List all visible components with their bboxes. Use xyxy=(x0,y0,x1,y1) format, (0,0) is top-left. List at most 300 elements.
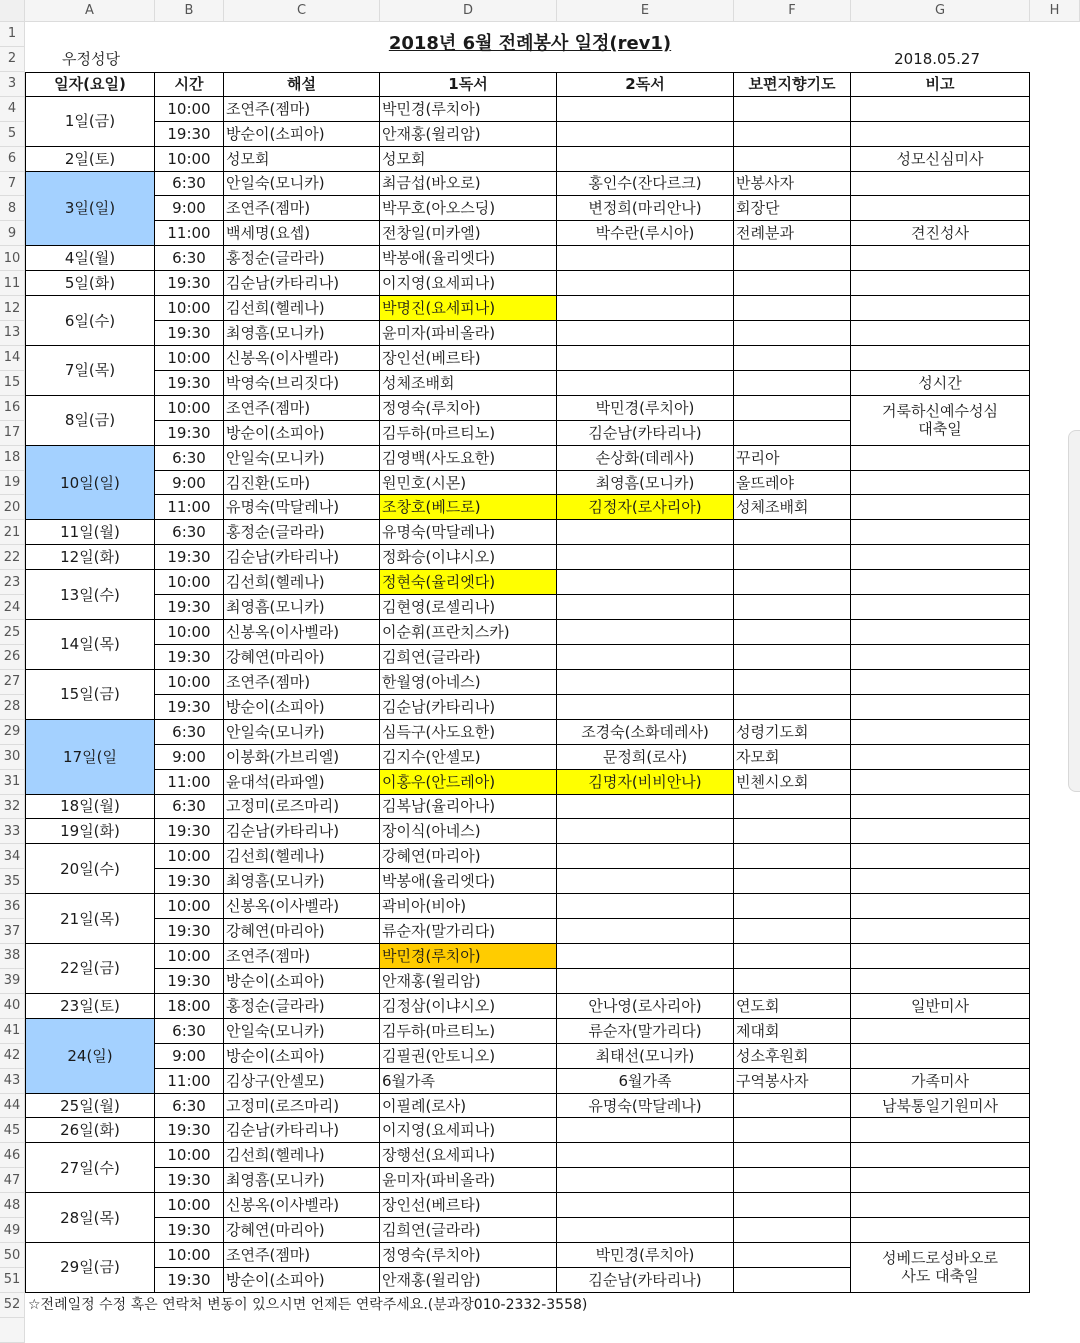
remark-cell xyxy=(851,122,1030,147)
commentator-cell: 안일숙(모니카) xyxy=(224,720,380,745)
date-cell: 10일(일) xyxy=(25,446,155,521)
row-header[interactable]: 37 xyxy=(0,919,25,944)
column-header-F[interactable]: F xyxy=(734,0,851,22)
commentator-cell: 박영숙(브리짓다) xyxy=(224,371,380,396)
commentator-cell: 김순남(카타리나) xyxy=(224,819,380,844)
row-header[interactable]: 41 xyxy=(0,1019,25,1044)
commentator-cell: 고정미(로즈마리) xyxy=(224,795,380,820)
row-header[interactable]: 40 xyxy=(0,994,25,1019)
reading2-cell xyxy=(557,321,734,346)
date-cell: 29일(금) xyxy=(25,1243,155,1293)
reading1-cell: 이순휘(프란치스카) xyxy=(380,620,557,645)
row-header[interactable]: 16 xyxy=(0,396,25,421)
commentator-cell: 홍정순(글라라) xyxy=(224,994,380,1019)
prayer-cell xyxy=(734,321,851,346)
prayer-cell xyxy=(734,421,851,446)
commentator-cell: 김상구(안셀모) xyxy=(224,1069,380,1094)
prayer-cell xyxy=(734,296,851,321)
reading2-cell xyxy=(557,795,734,820)
commentator-cell: 김선희(헬레나) xyxy=(224,1143,380,1168)
prayer-cell xyxy=(734,844,851,869)
reading1-cell: 유명숙(막달레나) xyxy=(380,520,557,545)
row-header[interactable]: 24 xyxy=(0,595,25,620)
reading1-cell: 김필권(안토니오) xyxy=(380,1044,557,1069)
time-cell: 6:30 xyxy=(155,246,224,271)
reading1-cell: 정영숙(루치아) xyxy=(380,396,557,421)
commentator-cell: 방순이(소피아) xyxy=(224,1044,380,1069)
time-cell: 19:30 xyxy=(155,371,224,396)
remark-cell xyxy=(851,296,1030,321)
commentator-cell: 안일숙(모니카) xyxy=(224,1019,380,1044)
row-header[interactable]: 32 xyxy=(0,795,25,820)
time-cell: 10:00 xyxy=(155,570,224,595)
reading2-cell: 최태선(모니카) xyxy=(557,1044,734,1069)
scrollbar-handle[interactable] xyxy=(1068,430,1080,792)
time-cell: 19:30 xyxy=(155,595,224,620)
time-cell: 19:30 xyxy=(155,869,224,894)
reading2-cell xyxy=(557,1143,734,1168)
commentator-cell: 신봉옥(이사벨라) xyxy=(224,346,380,371)
remark-cell: 견진성사 xyxy=(851,221,1030,246)
row-header[interactable]: 4 xyxy=(0,97,25,122)
row-header[interactable]: 51 xyxy=(0,1268,25,1293)
row-header[interactable]: 44 xyxy=(0,1094,25,1119)
time-cell: 10:00 xyxy=(155,97,224,122)
prayer-cell: 반봉사자 xyxy=(734,172,851,197)
reading2-cell: 홍인수(잔다르크) xyxy=(557,172,734,197)
remark-cell xyxy=(851,172,1030,197)
date-cell: 11일(월) xyxy=(25,520,155,545)
commentator-cell: 김선희(헬레나) xyxy=(224,844,380,869)
row-header[interactable]: 22 xyxy=(0,545,25,570)
remark-cell xyxy=(851,844,1030,869)
reading2-cell: 변정희(마리안나) xyxy=(557,196,734,221)
row-header[interactable]: 5 xyxy=(0,122,25,147)
reading2-cell xyxy=(557,844,734,869)
remark-line: 사도 대축일 xyxy=(901,1267,979,1286)
commentator-cell: 윤대석(라파엘) xyxy=(224,770,380,795)
reading1-cell: 6월가족 xyxy=(380,1069,557,1094)
prayer-cell: 꾸리아 xyxy=(734,446,851,471)
remark-cell xyxy=(851,1193,1030,1218)
row-header[interactable]: 38 xyxy=(0,944,25,969)
reading2-cell xyxy=(557,520,734,545)
prayer-cell xyxy=(734,795,851,820)
time-cell: 6:30 xyxy=(155,720,224,745)
row-header[interactable]: 3 xyxy=(0,72,25,97)
reading1-cell: 김희연(글라라) xyxy=(380,645,557,670)
commentator-cell: 신봉옥(이사벨라) xyxy=(224,620,380,645)
reading1-cell: 이지영(요세피나) xyxy=(380,271,557,296)
remark-cell xyxy=(851,645,1030,670)
date-cell: 4일(월) xyxy=(25,246,155,271)
reading1-cell: 박봉애(율리엣다) xyxy=(380,869,557,894)
prayer-cell xyxy=(734,919,851,944)
time-cell: 19:30 xyxy=(155,1118,224,1143)
time-cell: 19:30 xyxy=(155,695,224,720)
prayer-cell xyxy=(734,1243,851,1268)
time-cell: 18:00 xyxy=(155,994,224,1019)
date-cell: 12일(화) xyxy=(25,545,155,570)
reading1-cell: 윤미자(파비올라) xyxy=(380,321,557,346)
row-header[interactable]: 14 xyxy=(0,346,25,371)
commentator-cell: 김순남(카타리나) xyxy=(224,1118,380,1143)
remark-cell xyxy=(851,396,1030,446)
date-cell: 27일(수) xyxy=(25,1143,155,1193)
prayer-cell xyxy=(734,894,851,919)
prayer-cell: 성소후원회 xyxy=(734,1044,851,1069)
row-header[interactable]: 11 xyxy=(0,271,25,296)
time-cell: 10:00 xyxy=(155,844,224,869)
date-cell: 26일(화) xyxy=(25,1118,155,1143)
reading2-cell xyxy=(557,346,734,371)
row-header[interactable]: 49 xyxy=(0,1218,25,1243)
remark-cell xyxy=(851,620,1030,645)
column-title-6: 보편지향기도 xyxy=(734,72,851,97)
reading2-cell xyxy=(557,1118,734,1143)
row-header[interactable]: 28 xyxy=(0,695,25,720)
reading1-cell: 이필례(로사) xyxy=(380,1094,557,1119)
row-header[interactable]: 18 xyxy=(0,446,25,471)
row-header[interactable]: 6 xyxy=(0,147,25,172)
row-header[interactable]: 2 xyxy=(0,47,25,72)
reading1-cell: 조창호(베드로) xyxy=(380,495,557,520)
commentator-cell: 김순남(카타리나) xyxy=(224,271,380,296)
column-header-D[interactable]: D xyxy=(380,0,557,22)
date-cell: 14일(목) xyxy=(25,620,155,670)
time-cell: 10:00 xyxy=(155,396,224,421)
commentator-cell: 방순이(소피아) xyxy=(224,421,380,446)
reading1-cell: 안재홍(윌리암) xyxy=(380,969,557,994)
date-cell: 7일(목) xyxy=(25,346,155,396)
column-header-A[interactable]: A xyxy=(25,0,155,22)
commentator-cell: 백세명(요셉) xyxy=(224,221,380,246)
remark-cell xyxy=(851,570,1030,595)
commentator-cell: 성모회 xyxy=(224,147,380,172)
remark-cell xyxy=(851,471,1030,496)
remark-cell xyxy=(851,745,1030,770)
row-header[interactable]: 48 xyxy=(0,1193,25,1218)
remark-cell xyxy=(851,1143,1030,1168)
remark-cell: 남북통일기원미사 xyxy=(851,1094,1030,1119)
row-header[interactable]: 9 xyxy=(0,221,25,246)
commentator-cell: 최영흠(모니카) xyxy=(224,1168,380,1193)
reading2-cell xyxy=(557,1218,734,1243)
reading2-cell xyxy=(557,695,734,720)
prayer-cell: 빈첸시오회 xyxy=(734,770,851,795)
commentator-cell: 조연주(젬마) xyxy=(224,97,380,122)
commentator-cell: 김선희(헬레나) xyxy=(224,570,380,595)
time-cell: 6:30 xyxy=(155,795,224,820)
commentator-cell: 강혜연(마리아) xyxy=(224,1218,380,1243)
commentator-cell: 신봉옥(이사벨라) xyxy=(224,1193,380,1218)
row-header[interactable]: 43 xyxy=(0,1069,25,1094)
row-header[interactable]: 39 xyxy=(0,969,25,994)
reading1-cell: 강혜연(마리아) xyxy=(380,844,557,869)
prayer-cell xyxy=(734,645,851,670)
prayer-cell xyxy=(734,620,851,645)
commentator-cell: 방순이(소피아) xyxy=(224,695,380,720)
commentator-cell: 조연주(젬마) xyxy=(224,396,380,421)
time-cell: 19:30 xyxy=(155,421,224,446)
remark-cell xyxy=(851,321,1030,346)
commentator-cell: 김진환(도마) xyxy=(224,471,380,496)
reading1-cell: 안재홍(윌리암) xyxy=(380,122,557,147)
time-cell: 10:00 xyxy=(155,147,224,172)
date-cell: 13일(수) xyxy=(25,570,155,620)
reading1-cell: 김복남(율리아나) xyxy=(380,795,557,820)
reading1-cell: 성체조배회 xyxy=(380,371,557,396)
date-cell: 28일(목) xyxy=(25,1193,155,1243)
column-title-3: 해설 xyxy=(224,72,380,97)
reading1-cell: 장행선(요세피나) xyxy=(380,1143,557,1168)
row-header[interactable]: 12 xyxy=(0,296,25,321)
date-cell: 15일(금) xyxy=(25,670,155,720)
column-header-E[interactable]: E xyxy=(557,0,734,22)
remark-cell xyxy=(851,1168,1030,1193)
commentator-cell: 안일숙(모니카) xyxy=(224,446,380,471)
row-header[interactable]: 29 xyxy=(0,720,25,745)
remark-cell xyxy=(851,1243,1030,1293)
prayer-cell: 성체조배회 xyxy=(734,495,851,520)
remark-cell xyxy=(851,795,1030,820)
remark-cell xyxy=(851,595,1030,620)
reading2-cell xyxy=(557,819,734,844)
reading1-cell: 김두하(마르티노) xyxy=(380,1019,557,1044)
row-header[interactable] xyxy=(0,1318,25,1343)
row-header[interactable]: 20 xyxy=(0,495,25,520)
column-header-H[interactable]: H xyxy=(1030,0,1080,22)
date-cell: 18일(월) xyxy=(25,795,155,820)
column-header-G[interactable]: G xyxy=(851,0,1030,22)
row-header[interactable]: 45 xyxy=(0,1118,25,1143)
reading1-cell: 김두하(마르티노) xyxy=(380,421,557,446)
date-cell: 21일(목) xyxy=(25,894,155,944)
remark-cell xyxy=(851,819,1030,844)
reading1-cell: 박민경(루치아) xyxy=(380,97,557,122)
date-cell: 20일(수) xyxy=(25,844,155,894)
time-cell: 11:00 xyxy=(155,495,224,520)
prayer-cell: 회장단 xyxy=(734,196,851,221)
reading1-cell: 정화승(이냐시오) xyxy=(380,545,557,570)
row-header[interactable]: 10 xyxy=(0,246,25,271)
time-cell: 9:00 xyxy=(155,471,224,496)
prayer-cell xyxy=(734,944,851,969)
prayer-cell xyxy=(734,396,851,421)
reading2-cell: 안나영(로사리아) xyxy=(557,994,734,1019)
time-cell: 10:00 xyxy=(155,1243,224,1268)
time-cell: 19:30 xyxy=(155,919,224,944)
date-cell: 5일(화) xyxy=(25,271,155,296)
row-header[interactable]: 26 xyxy=(0,645,25,670)
row-header[interactable]: 42 xyxy=(0,1044,25,1069)
prayer-cell: 울뜨레야 xyxy=(734,471,851,496)
remark-cell xyxy=(851,695,1030,720)
commentator-cell: 김순남(카타리나) xyxy=(224,545,380,570)
row-header[interactable]: 1 xyxy=(0,22,25,47)
row-header[interactable]: 19 xyxy=(0,471,25,496)
remark-cell xyxy=(851,869,1030,894)
row-header[interactable]: 21 xyxy=(0,520,25,545)
commentator-cell: 최영흠(모니카) xyxy=(224,321,380,346)
commentator-cell: 조연주(젬마) xyxy=(224,944,380,969)
reading2-cell xyxy=(557,944,734,969)
time-cell: 19:30 xyxy=(155,819,224,844)
commentator-cell: 김선희(헬레나) xyxy=(224,296,380,321)
prayer-cell: 성령기도회 xyxy=(734,720,851,745)
prayer-cell: 연도회 xyxy=(734,994,851,1019)
prayer-cell xyxy=(734,1143,851,1168)
time-cell: 10:00 xyxy=(155,1193,224,1218)
reading1-cell: 김영백(사도요한) xyxy=(380,446,557,471)
column-title-7: 비고 xyxy=(851,72,1030,97)
remark-cell xyxy=(851,720,1030,745)
column-header-C[interactable]: C xyxy=(224,0,380,22)
reading2-cell: 6월가족 xyxy=(557,1069,734,1094)
remark-cell xyxy=(851,670,1030,695)
prayer-cell: 전례분과 xyxy=(734,221,851,246)
row-header[interactable]: 34 xyxy=(0,844,25,869)
commentator-cell: 이봉화(가브리엘) xyxy=(224,745,380,770)
prayer-cell xyxy=(734,670,851,695)
remark-cell: 일반미사 xyxy=(851,994,1030,1019)
reading1-cell: 장인선(베르타) xyxy=(380,346,557,371)
date-cell: 8일(금) xyxy=(25,396,155,446)
time-cell: 10:00 xyxy=(155,894,224,919)
reading2-cell xyxy=(557,894,734,919)
time-cell: 19:30 xyxy=(155,271,224,296)
time-cell: 6:30 xyxy=(155,1019,224,1044)
row-header[interactable]: 46 xyxy=(0,1143,25,1168)
reading1-cell: 박민경(루치아) xyxy=(380,944,557,969)
date-cell: 17일(일 xyxy=(25,720,155,795)
row-header[interactable]: 25 xyxy=(0,620,25,645)
time-cell: 19:30 xyxy=(155,122,224,147)
prayer-cell xyxy=(734,246,851,271)
reading2-cell: 김순남(카타리나) xyxy=(557,421,734,446)
time-cell: 11:00 xyxy=(155,221,224,246)
remark-cell xyxy=(851,770,1030,795)
time-cell: 6:30 xyxy=(155,520,224,545)
column-title-5: 2독서 xyxy=(557,72,734,97)
commentator-cell: 안일숙(모니카) xyxy=(224,172,380,197)
remark-cell xyxy=(851,1019,1030,1044)
remark-cell: 성시간 xyxy=(851,371,1030,396)
column-title-1: 일자(요일) xyxy=(25,72,155,97)
reading1-cell: 정영숙(루치아) xyxy=(380,1243,557,1268)
reading1-cell: 원민호(시몬) xyxy=(380,471,557,496)
prayer-cell xyxy=(734,346,851,371)
prayer-cell: 자모회 xyxy=(734,745,851,770)
row-header[interactable]: 15 xyxy=(0,371,25,396)
footnote: ☆전례일정 수정 혹은 연락처 변동이 있으시면 언제든 연락주세요.(분과장010-2332-3558) xyxy=(28,1296,588,1313)
row-header[interactable]: 47 xyxy=(0,1168,25,1193)
reading2-cell xyxy=(557,246,734,271)
time-cell: 19:30 xyxy=(155,545,224,570)
commentator-cell: 강혜연(마리아) xyxy=(224,919,380,944)
reading2-cell: 유명숙(막달레나) xyxy=(557,1094,734,1119)
row-header[interactable]: 27 xyxy=(0,670,25,695)
reading2-cell: 조경숙(소화데레사) xyxy=(557,720,734,745)
commentator-cell: 조연주(젬마) xyxy=(224,196,380,221)
reading1-cell: 박명진(요세피나) xyxy=(380,296,557,321)
remark-cell xyxy=(851,1118,1030,1143)
commentator-cell: 최영흠(모니카) xyxy=(224,869,380,894)
time-cell: 10:00 xyxy=(155,944,224,969)
reading2-cell xyxy=(557,645,734,670)
row-header[interactable]: 17 xyxy=(0,421,25,446)
sheet-date: 2018.05.27 xyxy=(894,50,980,69)
row-header[interactable]: 31 xyxy=(0,770,25,795)
time-cell: 11:00 xyxy=(155,770,224,795)
prayer-cell xyxy=(734,1193,851,1218)
prayer-cell xyxy=(734,1168,851,1193)
remark-cell xyxy=(851,894,1030,919)
remark-cell xyxy=(851,495,1030,520)
row-header[interactable]: 52 xyxy=(0,1293,25,1318)
date-cell: 3일(일) xyxy=(25,172,155,247)
row-header[interactable]: 7 xyxy=(0,172,25,197)
reading2-cell: 문정희(로사) xyxy=(557,745,734,770)
row-header[interactable]: 36 xyxy=(0,894,25,919)
row-header[interactable]: 35 xyxy=(0,869,25,894)
reading1-cell: 박봉애(율리엣다) xyxy=(380,246,557,271)
remark-cell: 가족미사 xyxy=(851,1069,1030,1094)
reading2-cell: 박민경(루치아) xyxy=(557,1243,734,1268)
date-cell: 24(일) xyxy=(25,1019,155,1094)
church-name: 우정성당 xyxy=(62,50,120,69)
date-cell: 2일(토) xyxy=(25,147,155,172)
remark-cell xyxy=(851,196,1030,221)
row-header[interactable]: 30 xyxy=(0,745,25,770)
reading2-cell xyxy=(557,1193,734,1218)
reading2-cell: 김순남(카타리나) xyxy=(557,1268,734,1293)
column-title-4: 1독서 xyxy=(380,72,557,97)
reading2-cell: 류순자(말가리다) xyxy=(557,1019,734,1044)
date-cell: 1일(금) xyxy=(25,97,155,147)
date-cell: 6일(수) xyxy=(25,296,155,346)
remark-cell xyxy=(851,271,1030,296)
reading2-cell xyxy=(557,595,734,620)
reading2-cell: 김정자(로사리아) xyxy=(557,495,734,520)
prayer-cell xyxy=(734,969,851,994)
reading2-cell xyxy=(557,1168,734,1193)
commentator-cell: 홍정순(글라라) xyxy=(224,246,380,271)
sheet-title: 2018년 6월 전례봉사 일정(rev1) xyxy=(388,33,672,54)
row-header[interactable]: 13 xyxy=(0,321,25,346)
commentator-cell: 신봉옥(이사벨라) xyxy=(224,894,380,919)
reading2-cell: 손상화(데레사) xyxy=(557,446,734,471)
reading1-cell: 박무호(아오스딩) xyxy=(380,196,557,221)
remark-cell xyxy=(851,346,1030,371)
commentator-cell: 유명숙(막달레나) xyxy=(224,495,380,520)
reading2-cell: 김명자(비비안나) xyxy=(557,770,734,795)
column-header-B[interactable]: B xyxy=(155,0,224,22)
prayer-cell: 구역봉사자 xyxy=(734,1069,851,1094)
remark-cell xyxy=(851,545,1030,570)
row-header[interactable]: 23 xyxy=(0,570,25,595)
row-header[interactable]: 8 xyxy=(0,196,25,221)
prayer-cell: 제대회 xyxy=(734,1019,851,1044)
row-header[interactable]: 50 xyxy=(0,1243,25,1268)
select-all-corner[interactable] xyxy=(0,0,25,22)
remark-cell xyxy=(851,246,1030,271)
time-cell: 6:30 xyxy=(155,172,224,197)
time-cell: 10:00 xyxy=(155,1143,224,1168)
row-header[interactable]: 33 xyxy=(0,819,25,844)
remark-cell xyxy=(851,1044,1030,1069)
remark-cell xyxy=(851,969,1030,994)
